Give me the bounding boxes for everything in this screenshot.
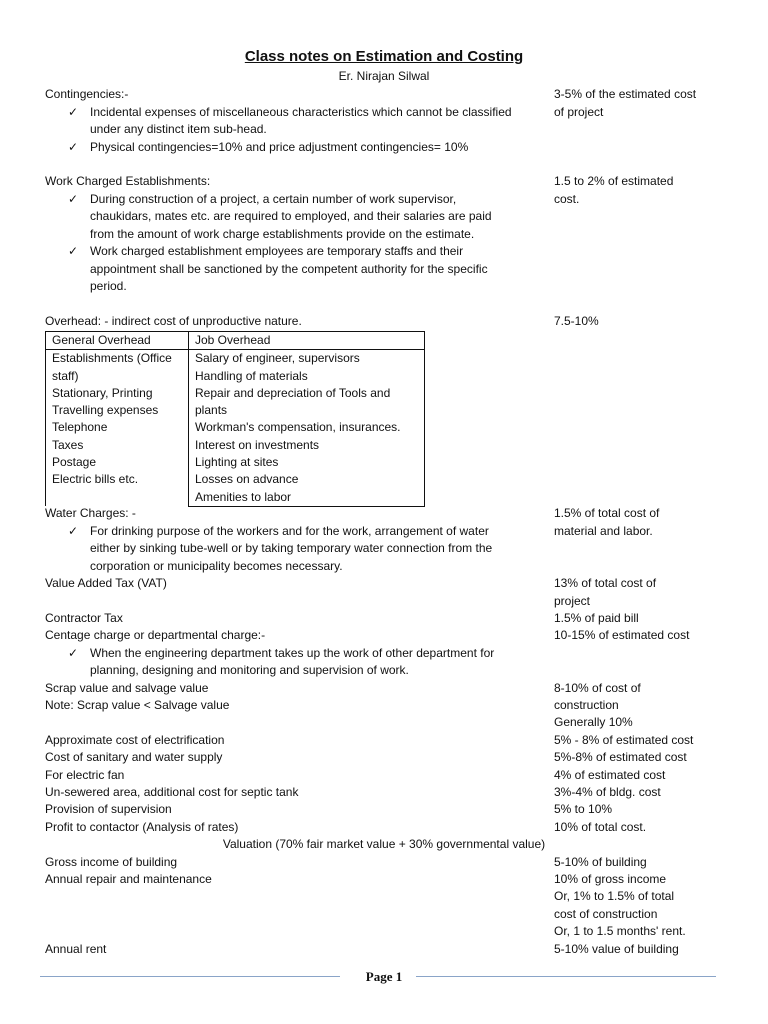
- table-row: [46, 350, 425, 507]
- cell-line: [52, 489, 182, 506]
- bullet-text: either by sinking tube-well or by taking temporary water connection from the: [90, 541, 493, 555]
- document-title: Class notes on Estimation and Costing: [244, 48, 524, 65]
- contingencies-value-cont: of project: [554, 105, 604, 119]
- row-label: Profit to contactor (Analysis of rates): [45, 820, 239, 834]
- centage-heading: Centage charge or departmental charge:-: [45, 628, 266, 642]
- work-charged-value-cont: cost.: [554, 192, 580, 206]
- cell-line: Repair and depreciation of Tools and: [195, 385, 391, 400]
- annual-repair-label: Annual repair and maintenance: [45, 872, 212, 886]
- contractor-tax-label: Contractor Tax: [45, 611, 123, 625]
- check-icon: ✓: [68, 140, 79, 154]
- cell-line: Establishments (Office: [52, 351, 172, 366]
- gross-income-value: 5-10% of building: [554, 855, 647, 869]
- bullet-text: appointment shall be sanctioned by the competent authority for the specific: [90, 262, 488, 276]
- bullet-text: Physical contingencies=10% and price adjustment contingencies= 10%: [90, 140, 469, 154]
- bullet-text: For drinking purpose of the workers and for the work, arrangement of water: [90, 524, 489, 538]
- page-number: Page 1: [365, 969, 403, 984]
- cell-line: Workman's compensation, insurances.: [195, 420, 401, 435]
- column-header: Job Overhead: [189, 332, 425, 350]
- table-header-row: [46, 332, 425, 350]
- annual-rent-label: Annual rent: [45, 942, 107, 956]
- bullet-text: corporation or municipality becomes necessary.: [90, 559, 343, 573]
- cell-line: Taxes: [52, 437, 84, 452]
- cell-line: Losses on advance: [195, 472, 299, 487]
- centage-value: 10-15% of estimated cost: [554, 628, 690, 642]
- overhead-value: 7.5-10%: [554, 314, 599, 328]
- table-cell: [189, 350, 425, 507]
- row-label: For electric fan: [45, 768, 125, 782]
- bullet-text: During construction of a project, a certain number of work supervisor,: [90, 192, 457, 206]
- overhead-heading: Overhead: - indirect cost of unproductive nature.: [45, 314, 302, 328]
- cell-line: Electric bills etc.: [52, 472, 139, 487]
- bullet-text: under any distinct item sub-head.: [90, 122, 267, 136]
- scrap-value: 8-10% of cost of: [554, 681, 641, 695]
- cell-line: Telephone: [52, 420, 108, 435]
- scrap-note: Note: Scrap value < Salvage value: [45, 698, 230, 712]
- water-heading: Water Charges: -: [45, 506, 136, 520]
- row-label: Un-sewered area, additional cost for septic tank: [45, 785, 299, 799]
- check-icon: ✓: [68, 244, 79, 258]
- bullet-text: When the engineering department takes up the work of other department for: [90, 646, 495, 660]
- check-icon: ✓: [68, 524, 79, 538]
- bullet-text: period.: [90, 279, 127, 293]
- vat-value-cont: project: [554, 594, 591, 608]
- row-label: Approximate cost of electrification: [45, 733, 225, 747]
- cell-line: plants: [195, 403, 228, 418]
- vat-label: Value Added Tax (VAT): [45, 576, 167, 590]
- water-value-cont: material and labor.: [554, 524, 653, 538]
- row-label: Provision of supervision: [45, 802, 172, 816]
- bullet-text: from the amount of work charge establishments provide on the estimate.: [90, 227, 475, 241]
- check-icon: ✓: [68, 105, 79, 119]
- cell-line: Handling of materials: [195, 368, 308, 383]
- bullet-text: Incidental expenses of miscellaneous characteristics which cannot be classified: [90, 105, 512, 119]
- bullet-text: chaukidars, mates etc. are required to employed, and their salaries are paid: [90, 209, 492, 223]
- row-label: Cost of sanitary and water supply: [45, 750, 223, 764]
- contractor-tax-value: 1.5% of paid bill: [554, 611, 639, 625]
- row-value: 5%-8% of estimated cost: [554, 750, 687, 764]
- bullet-text: Work charged establishment employees are temporary staffs and their: [90, 244, 464, 258]
- bullet-text: planning, designing and monitoring and supervision of work.: [90, 663, 409, 677]
- annual-repair-value: Or, 1 to 1.5 months' rent.: [554, 924, 686, 938]
- row-value: 3%-4% of bldg. cost: [554, 785, 661, 799]
- overhead-table: [45, 331, 425, 507]
- work-charged-heading: Work Charged Establishments:: [45, 174, 211, 188]
- author-name: Er. Nirajan Silwal: [338, 69, 430, 83]
- vat-value: 13% of total cost of: [554, 576, 657, 590]
- annual-repair-value: Or, 1% to 1.5% of total: [554, 889, 675, 903]
- row-value: 4% of estimated cost: [554, 768, 666, 782]
- cell-line: Lighting at sites: [195, 455, 279, 470]
- annual-repair-value: 10% of gross income: [554, 872, 667, 886]
- cell-line: Interest on investments: [195, 437, 320, 452]
- cell-line: Amenities to labor: [195, 489, 292, 504]
- scrap-value-cont: construction: [554, 698, 619, 712]
- water-value: 1.5% of total cost of: [554, 506, 660, 520]
- work-charged-value: 1.5 to 2% of estimated: [554, 174, 674, 188]
- row-value: 10% of total cost.: [554, 820, 647, 834]
- annual-repair-value: cost of construction: [554, 907, 658, 921]
- check-icon: ✓: [68, 646, 79, 660]
- contingencies-value: 3-5% of the estimated cost: [554, 87, 697, 101]
- cell-line: Postage: [52, 455, 97, 470]
- column-header: General Overhead: [46, 332, 189, 350]
- footer-rule-right: [416, 976, 716, 977]
- row-value: 5% to 10%: [554, 802, 613, 816]
- cell-line: Salary of engineer, supervisors: [195, 351, 360, 366]
- cell-line: Stationary, Printing: [52, 385, 153, 400]
- gross-income-label: Gross income of building: [45, 855, 178, 869]
- cell-line: Travelling expenses: [52, 403, 159, 418]
- contingencies-heading: Contingencies:-: [45, 87, 129, 101]
- valuation-line: Valuation (70% fair market value + 30% governmental value): [222, 837, 546, 851]
- row-value: 5% - 8% of estimated cost: [554, 733, 694, 747]
- cell-line: staff): [52, 368, 79, 383]
- annual-rent-value: 5-10% value of building: [554, 942, 679, 956]
- scrap-label: Scrap value and salvage value: [45, 681, 209, 695]
- scrap-value-general: Generally 10%: [554, 715, 633, 729]
- check-icon: ✓: [68, 192, 79, 206]
- table-cell: [46, 350, 189, 507]
